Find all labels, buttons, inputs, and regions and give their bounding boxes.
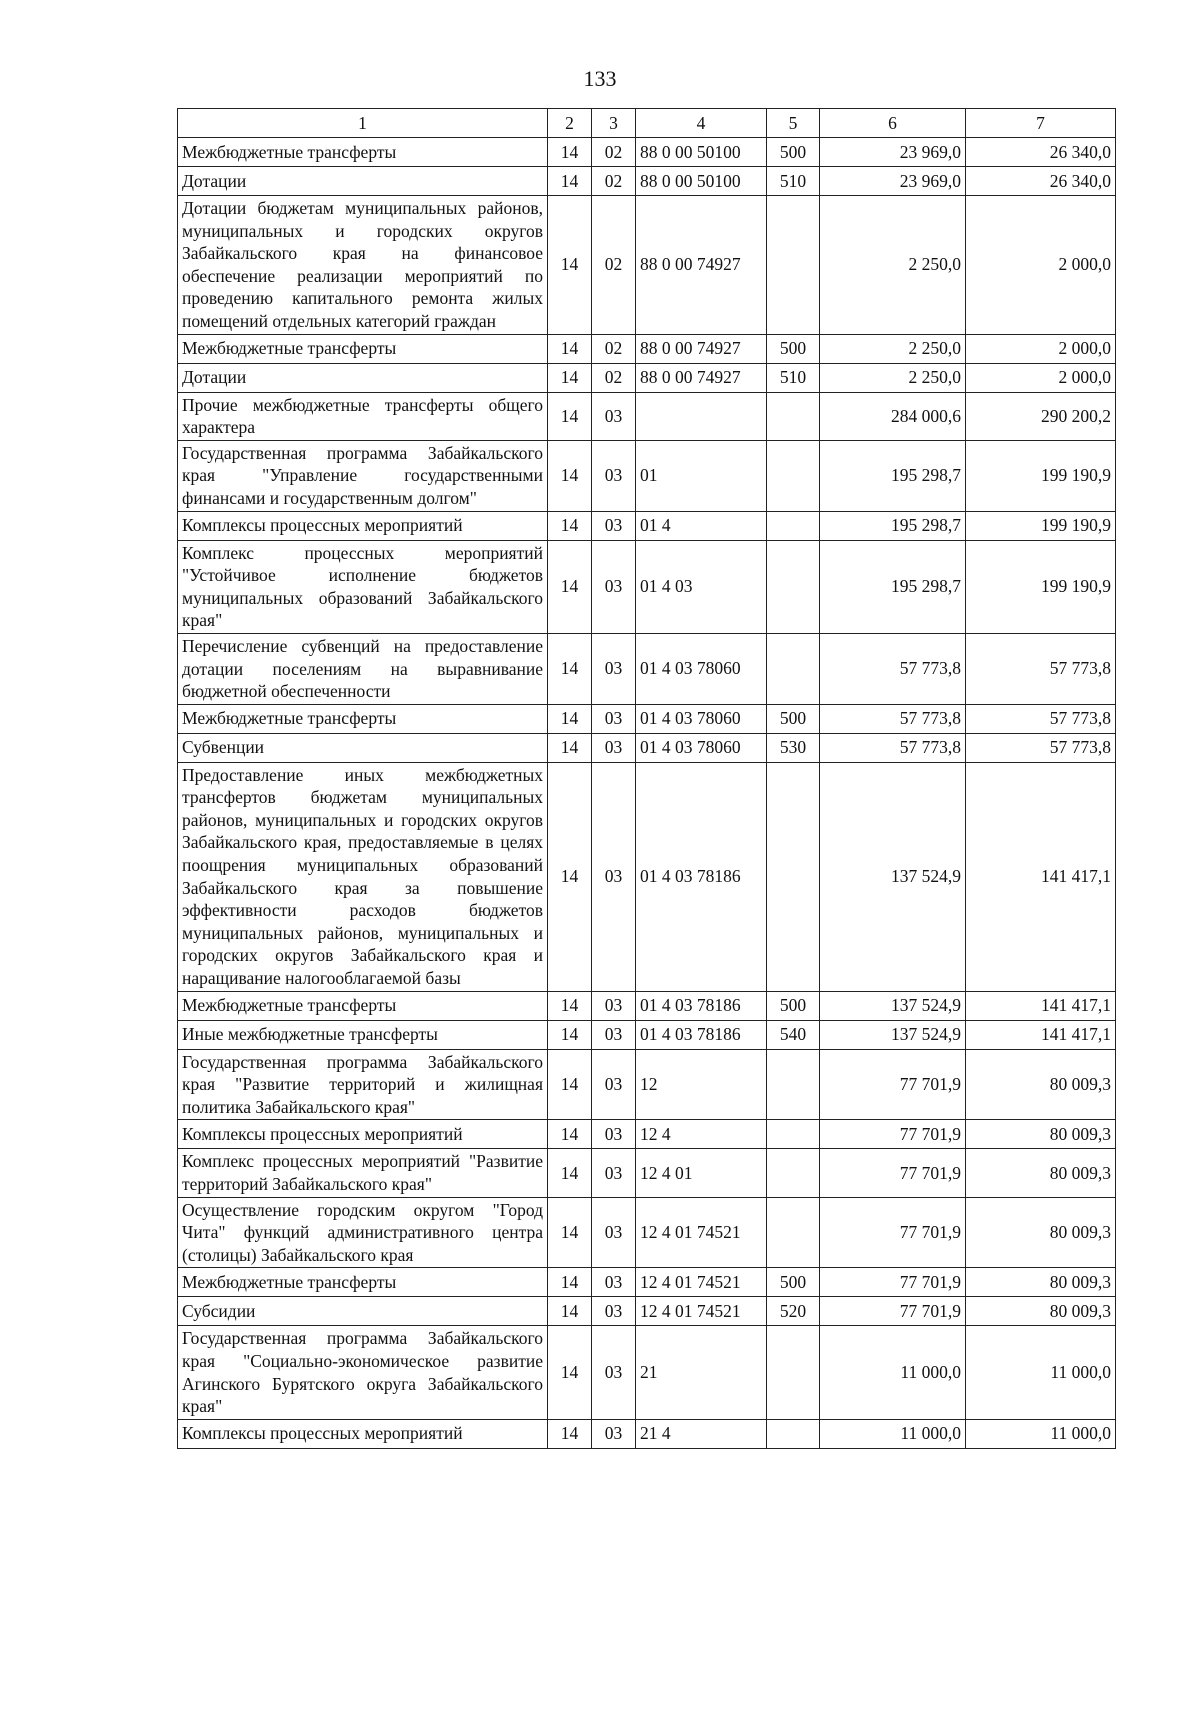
cell-amount-year2: 80 009,3 [966,1268,1116,1297]
cell-amount-year1: 2 250,0 [820,196,966,335]
cell-amount-year1: 77 701,9 [820,1197,966,1268]
cell-amount-year2: 199 190,9 [966,440,1116,511]
cell-section: 14 [548,1120,592,1149]
cell-amount-year1: 11 000,0 [820,1419,966,1448]
cell-target-article: 12 4 01 74521 [636,1297,767,1326]
page-number: 133 [583,66,617,91]
cell-target-article: 01 4 03 78060 [636,704,767,733]
cell-subsection: 03 [592,1049,636,1120]
cell-section: 14 [548,440,592,511]
cell-amount-year1: 77 701,9 [820,1120,966,1149]
cell-target-article: 88 0 00 74927 [636,363,767,392]
table-row [178,1297,1116,1326]
cell-section: 14 [548,633,592,704]
cell-amount-year1: 137 524,9 [820,991,966,1020]
cell-section: 14 [548,540,592,633]
cell-subsection: 03 [592,511,636,540]
table-row [178,1149,1116,1197]
table-row [178,633,1116,704]
table-row [178,733,1116,762]
cell-target-article: 01 4 03 78060 [636,733,767,762]
cell-expense-type [767,196,820,335]
cell-name: Дотации [178,167,548,196]
cell-section: 14 [548,1020,592,1049]
cell-subsection: 03 [592,1419,636,1448]
cell-target-article: 01 4 03 78186 [636,991,767,1020]
cell-subsection: 03 [592,1149,636,1197]
cell-amount-year2: 57 773,8 [966,633,1116,704]
cell-section: 14 [548,704,592,733]
cell-target-article: 01 4 03 [636,540,767,633]
cell-expense-type [767,392,820,440]
cell-name: Перечисление субвенций на предоставление дотации поселениям на выравнивание бюджетной обеспеченности [178,633,548,704]
table-row [178,196,1116,335]
table-body [178,138,1116,1449]
cell-amount-year1: 195 298,7 [820,440,966,511]
cell-name: Комплексы процессных мероприятий [178,1120,548,1149]
column-header: 6 [820,109,966,138]
cell-name: Государственная программа Забайкальского края "Развитие территорий и жилищная политика Забайкальского края" [178,1049,548,1120]
cell-amount-year2: 2 000,0 [966,334,1116,363]
cell-amount-year1: 2 250,0 [820,334,966,363]
cell-subsection: 03 [592,733,636,762]
cell-expense-type: 500 [767,334,820,363]
cell-amount-year1: 77 701,9 [820,1149,966,1197]
table-row [178,138,1116,167]
cell-subsection: 03 [592,991,636,1020]
table-row [178,540,1116,633]
cell-amount-year2: 26 340,0 [966,138,1116,167]
header-row [178,109,1116,138]
cell-amount-year2: 57 773,8 [966,704,1116,733]
cell-target-article: 21 4 [636,1419,767,1448]
cell-expense-type [767,762,820,991]
table-row [178,167,1116,196]
cell-subsection: 03 [592,540,636,633]
cell-amount-year2: 80 009,3 [966,1149,1116,1197]
cell-amount-year1: 195 298,7 [820,511,966,540]
table-row [178,991,1116,1020]
cell-section: 14 [548,363,592,392]
cell-section: 14 [548,1419,592,1448]
cell-subsection: 02 [592,167,636,196]
cell-subsection: 03 [592,1268,636,1297]
column-header: 2 [548,109,592,138]
cell-amount-year2: 141 417,1 [966,762,1116,991]
cell-amount-year2: 11 000,0 [966,1326,1116,1419]
cell-section: 14 [548,991,592,1020]
cell-expense-type: 500 [767,991,820,1020]
cell-section: 14 [548,138,592,167]
cell-target-article: 12 4 01 74521 [636,1268,767,1297]
cell-subsection: 03 [592,762,636,991]
cell-amount-year1: 57 773,8 [820,704,966,733]
cell-expense-type: 510 [767,363,820,392]
cell-amount-year1: 77 701,9 [820,1049,966,1120]
table-row [178,1326,1116,1419]
cell-section: 14 [548,334,592,363]
table-row [178,440,1116,511]
cell-amount-year1: 11 000,0 [820,1326,966,1419]
cell-expense-type: 520 [767,1297,820,1326]
cell-section: 14 [548,733,592,762]
cell-name: Комплекс процессных мероприятий "Развитие территорий Забайкальского края" [178,1149,548,1197]
cell-expense-type [767,540,820,633]
cell-expense-type [767,1049,820,1120]
cell-expense-type [767,1326,820,1419]
table-row [178,1120,1116,1149]
cell-subsection: 03 [592,440,636,511]
cell-section: 14 [548,1268,592,1297]
cell-name: Комплексы процессных мероприятий [178,1419,548,1448]
cell-target-article: 12 [636,1049,767,1120]
cell-subsection: 02 [592,138,636,167]
table-row [178,704,1116,733]
cell-amount-year2: 80 009,3 [966,1120,1116,1149]
cell-expense-type: 530 [767,733,820,762]
cell-name: Иные межбюджетные трансферты [178,1020,548,1049]
column-header: 7 [966,109,1116,138]
table-row [178,511,1116,540]
cell-amount-year1: 23 969,0 [820,138,966,167]
column-header: 3 [592,109,636,138]
cell-amount-year1: 137 524,9 [820,1020,966,1049]
cell-target-article: 01 4 03 78060 [636,633,767,704]
cell-amount-year2: 57 773,8 [966,733,1116,762]
cell-name: Прочие межбюджетные трансферты общего характера [178,392,548,440]
cell-section: 14 [548,167,592,196]
cell-section: 14 [548,1049,592,1120]
budget-table [177,108,1116,1449]
cell-amount-year1: 77 701,9 [820,1268,966,1297]
cell-amount-year2: 80 009,3 [966,1049,1116,1120]
cell-section: 14 [548,762,592,991]
table-row [178,762,1116,991]
cell-amount-year1: 57 773,8 [820,633,966,704]
cell-name: Межбюджетные трансферты [178,991,548,1020]
cell-target-article: 12 4 [636,1120,767,1149]
cell-amount-year1: 2 250,0 [820,363,966,392]
cell-target-article: 88 0 00 74927 [636,334,767,363]
cell-amount-year2: 26 340,0 [966,167,1116,196]
cell-subsection: 02 [592,334,636,363]
cell-name: Дотации [178,363,548,392]
cell-expense-type: 540 [767,1020,820,1049]
cell-target-article: 01 4 03 78186 [636,762,767,991]
cell-subsection: 03 [592,1120,636,1149]
cell-name: Осуществление городским округом "Город Чита" функций административного центра (столицы) Забайкальского края [178,1197,548,1268]
cell-target-article: 88 0 00 50100 [636,138,767,167]
cell-amount-year2: 80 009,3 [966,1297,1116,1326]
table-row [178,1049,1116,1120]
table-row [178,392,1116,440]
cell-amount-year1: 77 701,9 [820,1297,966,1326]
cell-subsection: 03 [592,1297,636,1326]
cell-subsection: 03 [592,392,636,440]
cell-name: Межбюджетные трансферты [178,138,548,167]
cell-expense-type: 510 [767,167,820,196]
cell-subsection: 03 [592,633,636,704]
cell-target-article: 21 [636,1326,767,1419]
cell-name: Государственная программа Забайкальского края "Управление государственными финансами и государственным долгом" [178,440,548,511]
cell-name: Субвенции [178,733,548,762]
cell-subsection: 03 [592,1326,636,1419]
cell-target-article [636,392,767,440]
cell-amount-year1: 284 000,6 [820,392,966,440]
cell-amount-year2: 199 190,9 [966,511,1116,540]
cell-name: Межбюджетные трансферты [178,334,548,363]
cell-amount-year1: 195 298,7 [820,540,966,633]
cell-expense-type: 500 [767,1268,820,1297]
cell-name: Комплекс процессных мероприятий "Устойчивое исполнение бюджетов муниципальных образований Забайкальского края" [178,540,548,633]
cell-expense-type [767,511,820,540]
table-row [178,363,1116,392]
cell-amount-year2: 199 190,9 [966,540,1116,633]
cell-amount-year1: 57 773,8 [820,733,966,762]
cell-amount-year2: 11 000,0 [966,1419,1116,1448]
cell-target-article: 12 4 01 [636,1149,767,1197]
cell-section: 14 [548,1326,592,1419]
column-header: 5 [767,109,820,138]
cell-section: 14 [548,1149,592,1197]
cell-amount-year2: 2 000,0 [966,196,1116,335]
cell-name: Комплексы процессных мероприятий [178,511,548,540]
cell-name: Межбюджетные трансферты [178,1268,548,1297]
cell-target-article: 12 4 01 74521 [636,1197,767,1268]
table-row [178,1020,1116,1049]
cell-section: 14 [548,1297,592,1326]
cell-name: Дотации бюджетам муниципальных районов, муниципальных и городских округов Забайкальского края на финансовое обеспечение реализации мероприятий по проведению капитального ремонта жилых помещений отдельных категорий граждан [178,196,548,335]
column-header: 1 [178,109,548,138]
cell-target-article: 01 4 [636,511,767,540]
cell-subsection: 02 [592,363,636,392]
cell-section: 14 [548,1197,592,1268]
cell-target-article: 88 0 00 50100 [636,167,767,196]
cell-expense-type [767,440,820,511]
cell-target-article: 88 0 00 74927 [636,196,767,335]
cell-amount-year1: 137 524,9 [820,762,966,991]
cell-name: Государственная программа Забайкальского края "Социально-экономическое развитие Агинского Бурятского округа Забайкальского края" [178,1326,548,1419]
column-header: 4 [636,109,767,138]
cell-expense-type [767,1197,820,1268]
cell-amount-year2: 141 417,1 [966,1020,1116,1049]
cell-expense-type [767,1149,820,1197]
cell-subsection: 03 [592,1197,636,1268]
cell-amount-year2: 290 200,2 [966,392,1116,440]
cell-amount-year1: 23 969,0 [820,167,966,196]
cell-section: 14 [548,196,592,335]
cell-subsection: 02 [592,196,636,335]
cell-name: Субсидии [178,1297,548,1326]
cell-amount-year2: 2 000,0 [966,363,1116,392]
table-row [178,1419,1116,1448]
cell-amount-year2: 141 417,1 [966,991,1116,1020]
table-row [178,334,1116,363]
cell-section: 14 [548,392,592,440]
table-row [178,1197,1116,1268]
cell-expense-type: 500 [767,704,820,733]
table-row [178,1268,1116,1297]
cell-name: Межбюджетные трансферты [178,704,548,733]
cell-expense-type: 500 [767,138,820,167]
cell-target-article: 01 4 03 78186 [636,1020,767,1049]
cell-expense-type [767,1419,820,1448]
cell-subsection: 03 [592,1020,636,1049]
cell-expense-type [767,633,820,704]
cell-target-article: 01 [636,440,767,511]
cell-section: 14 [548,511,592,540]
cell-subsection: 03 [592,704,636,733]
cell-expense-type [767,1120,820,1149]
cell-amount-year2: 80 009,3 [966,1197,1116,1268]
cell-name: Предоставление иных межбюджетных трансфертов бюджетам муниципальных районов, муниципальных и городских округов Забайкальского края, предоставляемые в целях поощрения муниципальных образований Забайкальского края за повышение эффективности расходов бюджетов муниципальных районов, муниципальных и городских округов Забайкальского края и наращивание налогооблагаемой базы [178,762,548,991]
